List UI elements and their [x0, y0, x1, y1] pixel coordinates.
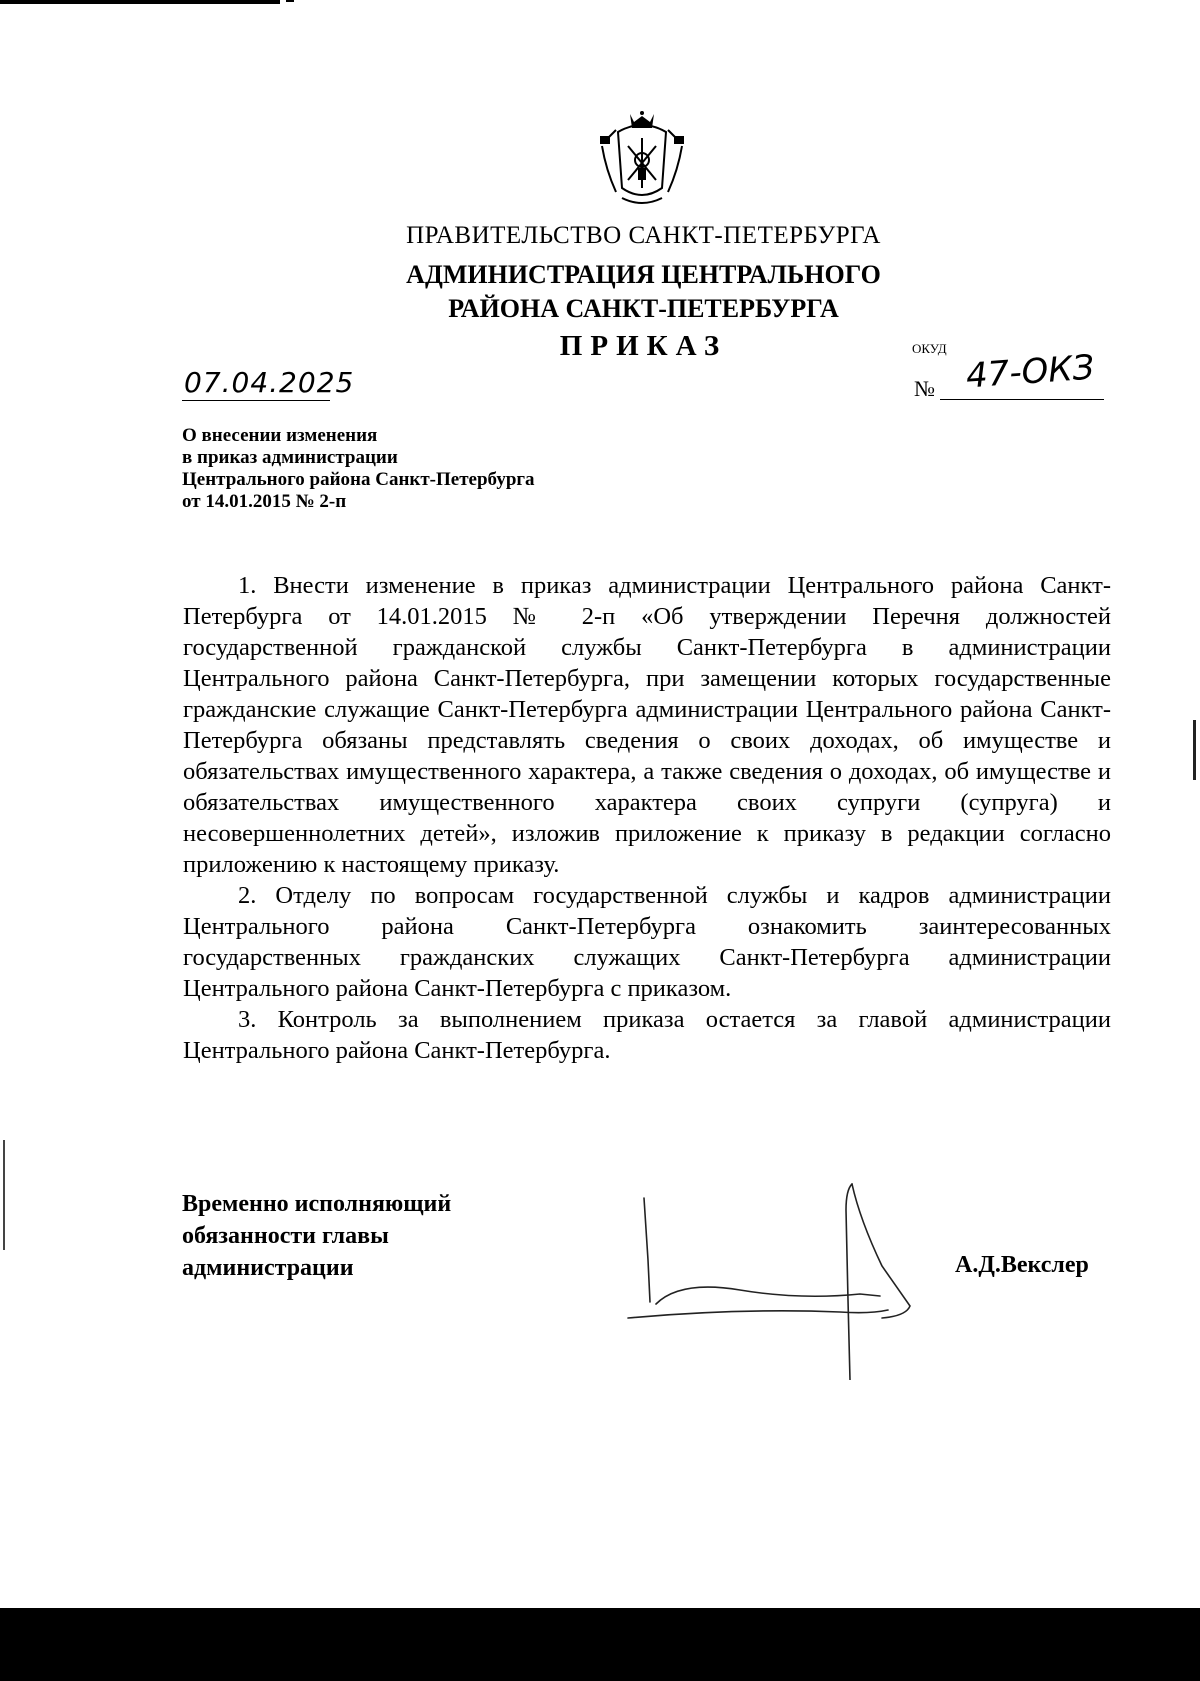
administration-title-line: РАЙОНА САНКТ-ПЕТЕРБУРГА [448, 294, 839, 323]
order-item-1: 1. Внести изменение в приказ администрации Центрального района Санкт-Петербурга от 14.01.2015 № 2-п «Об утверждении Перечня должностей государственной гражданской службы Санкт-Петербурга в администрации Центрального района Санкт-Петербурга, при замещении которых государственные гражданские служащие Санкт-Петербурга администрации Центрального района Санкт-Петербурга обязаны представлять сведения о своих доходах, об имуществе и обязательствах имущественного характера, а также сведения о доходах, об имуществе и обязательствах имущественного характера своих супруги (супруга) и несовершеннолетних детей», изложив приложение к приказу в редакции согласно приложению к настоящему приказу. [183, 572, 1111, 878]
signatory-name: А.Д.Векслер [955, 1252, 1089, 1278]
order-item-3: 3. Контроль за выполнением приказа остается за главой администрации Центрального района Санкт-Петербурга. [183, 1006, 1111, 1064]
coat-of-arms-icon [592, 110, 692, 210]
signatory-title [182, 1188, 451, 1284]
date-underline [182, 400, 330, 401]
scan-edge-right [1193, 720, 1196, 780]
handwritten-order-number: 47-ОКЗ [964, 347, 1096, 397]
number-sign: № [914, 376, 935, 401]
scan-edge-top [0, 0, 280, 4]
scan-edge-bottom [0, 1608, 1200, 1681]
handwritten-date: 07.04.2025 [184, 366, 355, 399]
government-title: ПРАВИТЕЛЬСТВО САНКТ-ПЕТЕРБУРГА [406, 222, 881, 249]
okud-label: ОКУД [912, 341, 947, 356]
subject-line: от 14.01.2015 № 2-п [182, 491, 347, 512]
subject-line: в приказ администрации [182, 447, 398, 468]
signatory-title-line: Временно исполняющий [182, 1191, 452, 1217]
document-type-title: ПРИКАЗ [559, 330, 728, 362]
scan-edge-top-dash [286, 0, 294, 2]
administration-title [0, 258, 1200, 326]
handwritten-signature [620, 1180, 980, 1380]
order-item-2: 2. Отделу по вопросам государственной службы и кадров администрации Центрального района Санкт-Петербурга ознакомить заинтересованных государственных гражданских служащих Санкт-Петербурга администрации Центрального района Санкт-Петербурга с приказом. [183, 882, 1111, 1002]
administration-title-line: АДМИНИСТРАЦИЯ ЦЕНТРАЛЬНОГО [406, 260, 881, 289]
signatory-title-line: обязанности главы [182, 1223, 389, 1249]
subject-line: О внесении изменения [182, 425, 378, 446]
signatory-title-line: администрации [182, 1255, 354, 1281]
subject-line: Центрального района Санкт-Петербурга [182, 469, 535, 490]
order-subject [182, 425, 535, 513]
number-underline [940, 399, 1104, 400]
order-body [183, 570, 1111, 1066]
scan-edge-left [3, 1140, 5, 1250]
